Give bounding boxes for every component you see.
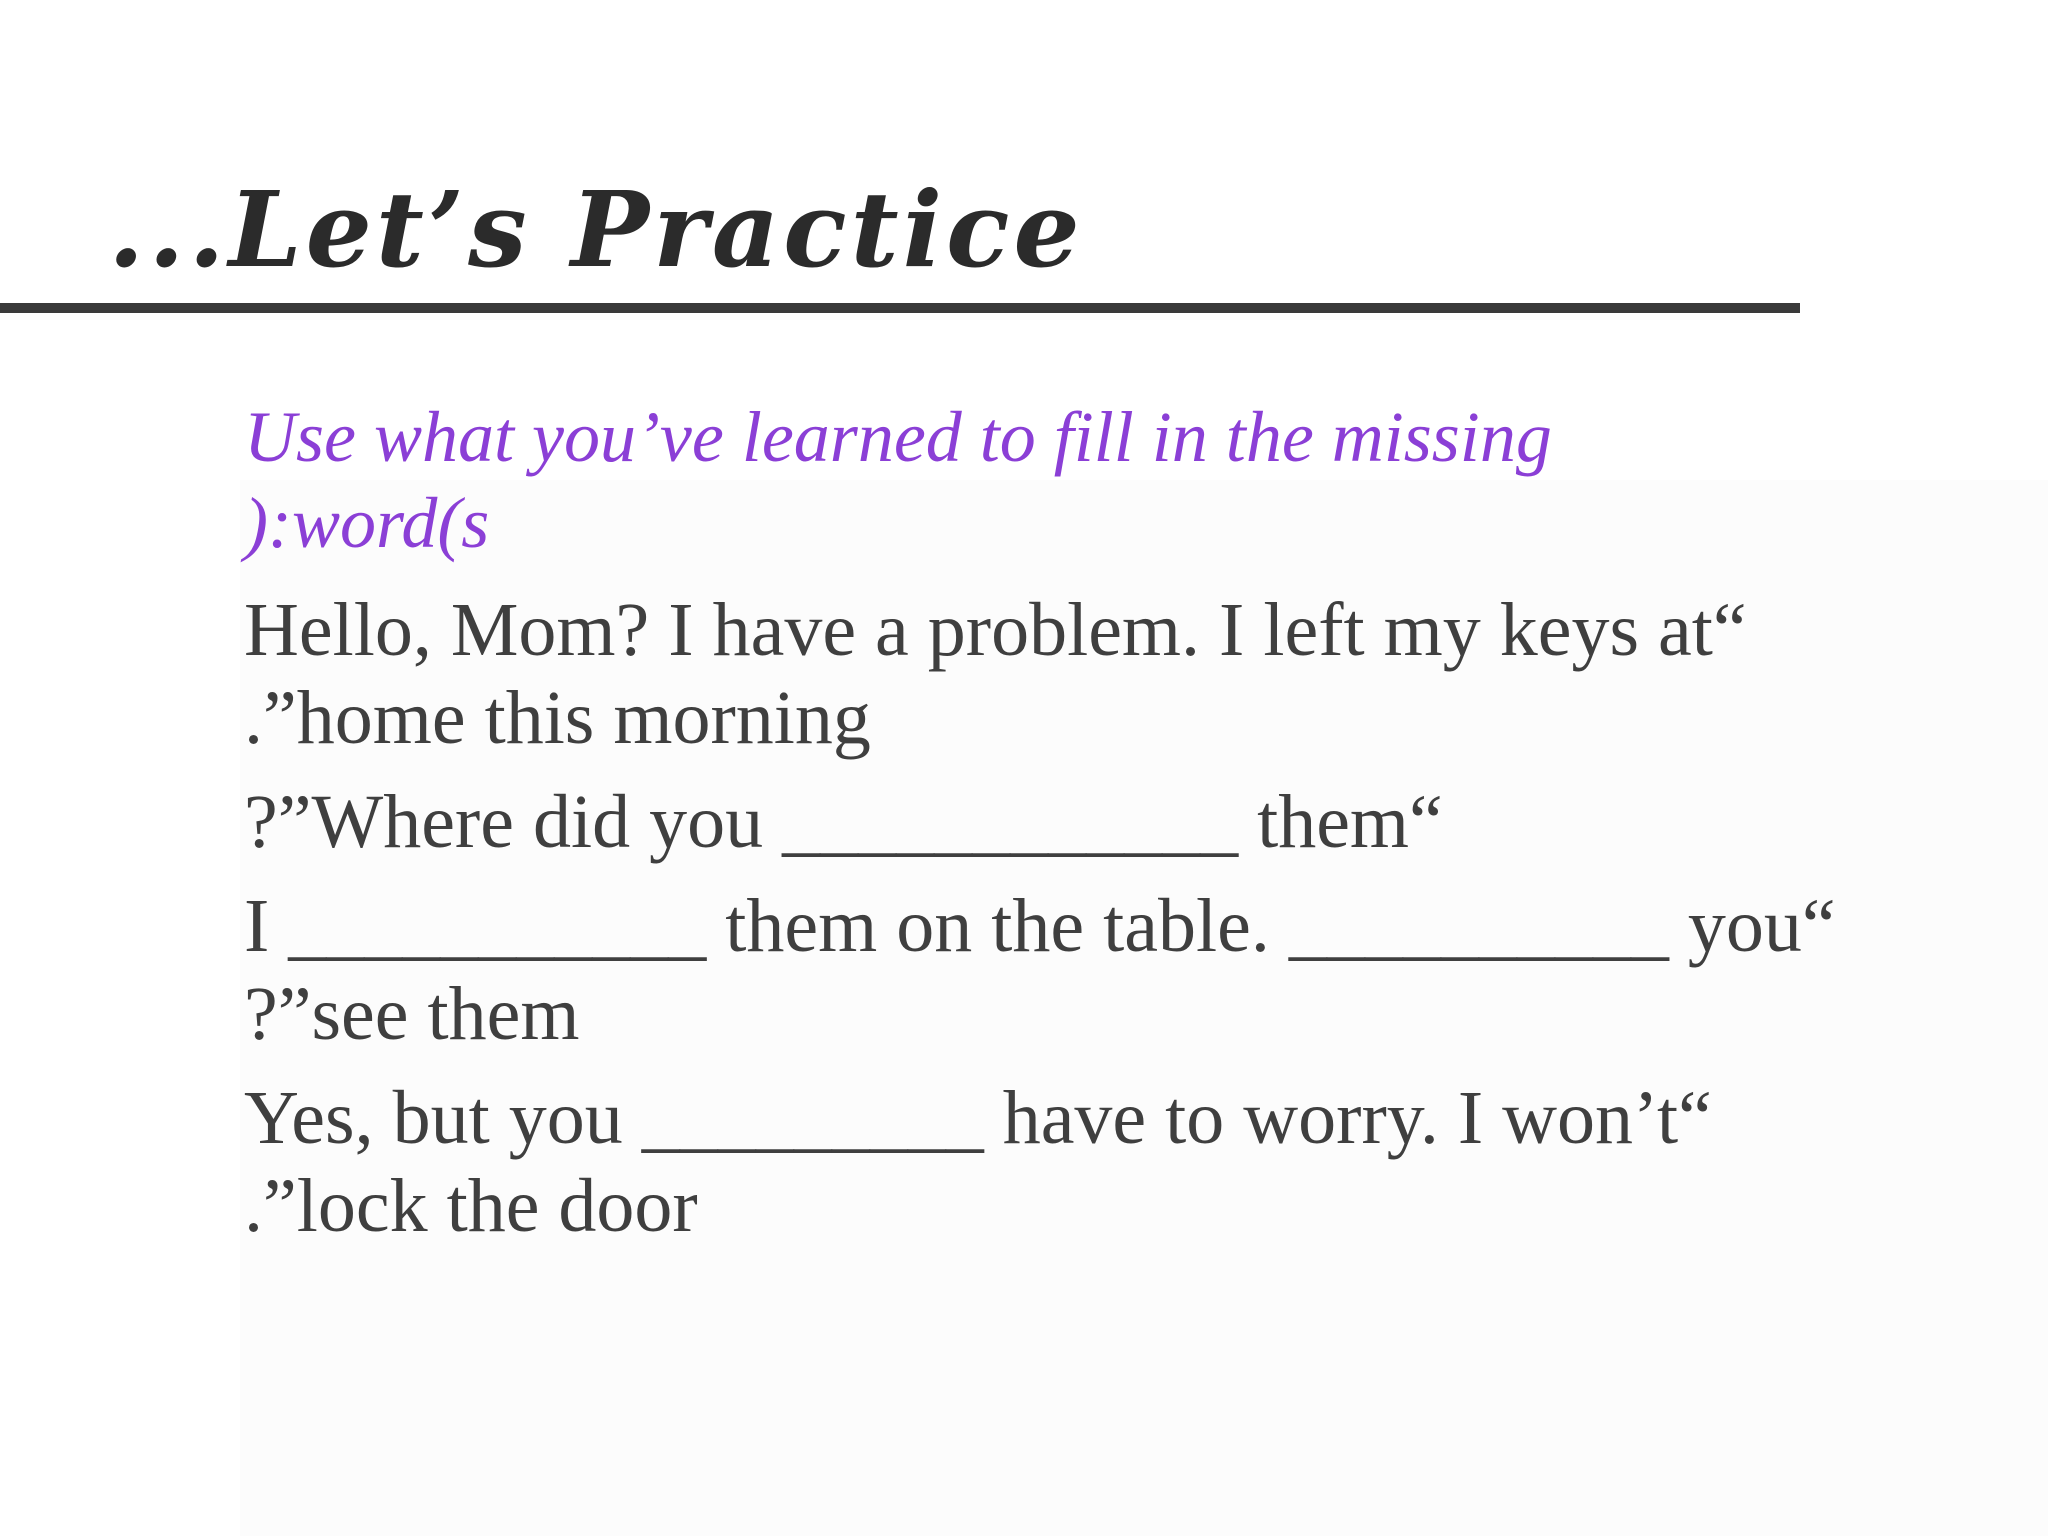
dialogue-line-2 bbox=[244, 778, 1974, 866]
dialogue-line-1-part-1: Hello, Mom? I have a problem. I left my keys at“ bbox=[244, 588, 1747, 672]
dialogue-line-4 bbox=[244, 1074, 1974, 1250]
dialogue-line-1-part-2: .”home this morning bbox=[244, 676, 871, 760]
dialogue-line-3 bbox=[244, 882, 1974, 1058]
slide-body bbox=[244, 394, 1974, 1266]
slide-title: ...Let’s Practice bbox=[108, 168, 1084, 291]
dialogue-line-3-part-1: I ___________ them on the table. __________ you“ bbox=[244, 884, 1836, 968]
dialogue-line-4-part-2: .”lock the door bbox=[244, 1164, 698, 1248]
instruction-line-2: ):word(s bbox=[244, 483, 490, 563]
dialogue-line-2-part-1: ?”Where did you ____________ them“ bbox=[244, 780, 1443, 864]
instruction-line-1: Use what you’ve learned to fill in the missing bbox=[244, 397, 1552, 477]
dialogue-line-4-part-1: Yes, but you _________ have to worry. I won’t“ bbox=[244, 1076, 1712, 1160]
title-underline-rule bbox=[0, 303, 1800, 313]
dialogue-line-1 bbox=[244, 586, 1974, 762]
dialogue-line-3-part-2: ?”see them bbox=[244, 972, 580, 1056]
instruction-text bbox=[244, 394, 1974, 566]
